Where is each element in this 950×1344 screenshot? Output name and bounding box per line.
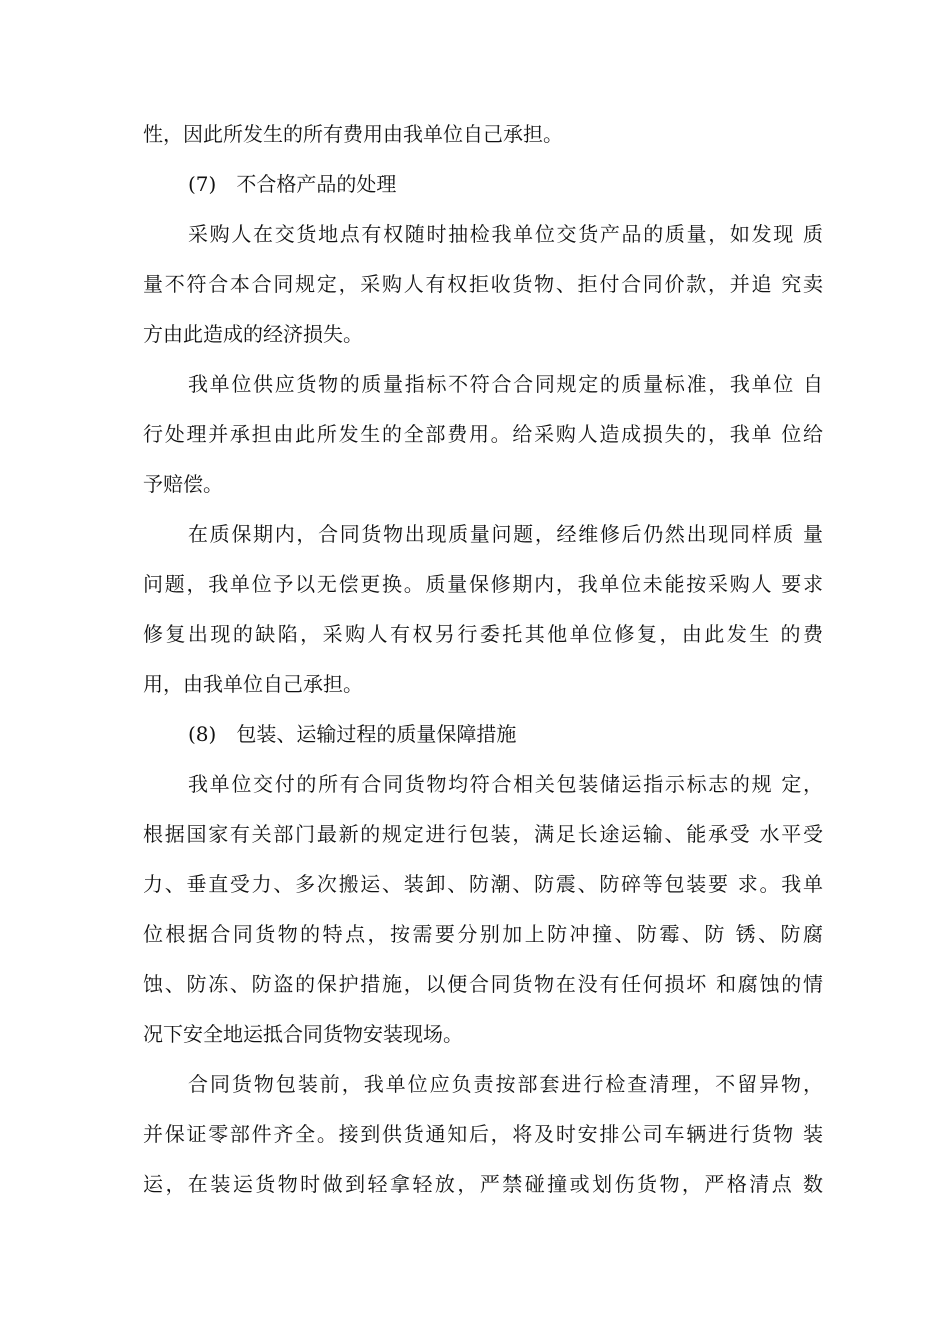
section-heading: (7) 不合格产品的处理 [188, 172, 397, 196]
text-line: 用，由我单位自己承担。 [143, 672, 363, 696]
text-line: 采购人在交货地点有权随时抽检我单位交货产品的质量，如发现 质 [188, 222, 823, 246]
text-line: 我单位供应货物的质量指标不符合合同规定的质量标准，我单位 自 [188, 372, 823, 396]
text-line: 行处理并承担由此所发生的全部费用。给采购人造成损失的，我单 位给 [143, 422, 823, 446]
text-line: 根据国家有关部门最新的规定进行包装，满足长途运输、能承受 水平受 [143, 822, 823, 846]
text-line: 位根据合同货物的特点，按需要分别加上防冲撞、防霉、防 锈、防腐 [143, 922, 823, 946]
text-line: 性，因此所发生的所有费用由我单位自己承担。 [143, 122, 563, 146]
text-line: 修复出现的缺陷，采购人有权另行委托其他单位修复，由此发生 的费 [143, 622, 823, 646]
text-line: 问题，我单位予以无偿更换。质量保修期内，我单位未能按采购人 要求 [143, 572, 823, 596]
section-heading: (8) 包装、运输过程的质量保障措施 [188, 722, 517, 746]
text-line: 予赔偿。 [143, 472, 223, 496]
text-line: 合同货物包装前，我单位应负责按部套进行检查清理，不留异物， [188, 1072, 823, 1096]
text-line: 量不符合本合同规定，采购人有权拒收货物、拒付合同价款，并追 究卖 [143, 272, 823, 296]
text-line: 并保证零部件齐全。接到供货通知后，将及时安排公司车辆进行货物 装 [143, 1122, 823, 1146]
text-line: 我单位交付的所有合同货物均符合相关包装储运指示标志的规 定， [188, 772, 823, 796]
text-line: 方由此造成的经济损失。 [143, 322, 363, 346]
text-line: 况下安全地运抵合同货物安装现场。 [143, 1022, 463, 1046]
text-line: 在质保期内，合同货物出现质量问题，经维修后仍然出现同样质 量 [188, 522, 823, 546]
text-line: 运，在装运货物时做到轻拿轻放，严禁碰撞或划伤货物，严格清点 数 [143, 1172, 823, 1196]
text-line: 力、垂直受力、多次搬运、装卸、防潮、防震、防碎等包装要 求。我单 [143, 872, 823, 896]
text-line: 蚀、防冻、防盗的保护措施，以便合同货物在没有任何损坏 和腐蚀的情 [143, 972, 823, 996]
